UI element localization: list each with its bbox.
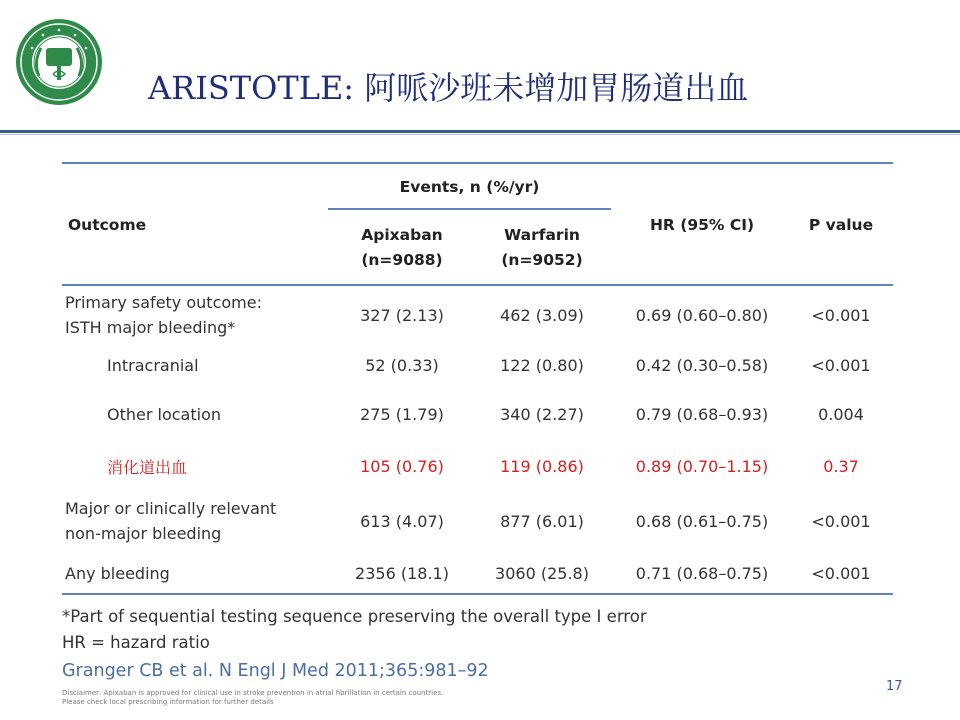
organization-logo: [15, 18, 103, 106]
header-apixaban: Apixaban (n=9088): [361, 226, 443, 269]
slide-title: ARISTOTLE: 阿哌沙班未增加胃肠道出血: [148, 69, 749, 107]
citation: Granger CB et al. N Engl J Med 2011;365:981–92: [62, 661, 489, 681]
row-hr: 0.69 (0.60–0.80): [635, 305, 769, 325]
disclaimer-line-2: Please check local prescribing information for further details: [62, 698, 274, 706]
row-warfarin: 3060 (25.8): [495, 563, 589, 583]
row-apixaban: 2356 (18.1): [355, 563, 449, 583]
row-apixaban-highlight: 105 (0.76): [360, 456, 444, 476]
row-p-value: <0.001: [811, 355, 871, 375]
row-apixaban: 275 (1.79): [360, 404, 444, 424]
row-p-value: 0.004: [818, 404, 864, 424]
row-p-value: <0.001: [811, 305, 871, 325]
page-number: 17: [886, 679, 903, 694]
footnote-testing: *Part of sequential testing sequence preserving the overall type I error: [62, 607, 647, 626]
header-hr: HR (95% CI): [649, 215, 755, 234]
row-warfarin: 122 (0.80): [500, 355, 584, 375]
row-apixaban: 52 (0.33): [365, 355, 439, 375]
header-p-value: P value: [808, 215, 874, 234]
header-bottom-rule: [62, 284, 893, 286]
row-warfarin: 340 (2.27): [500, 404, 584, 424]
row-hr: 0.68 (0.61–0.75): [635, 511, 769, 531]
row-apixaban: 327 (2.13): [360, 305, 444, 325]
row-outcome: Any bleeding: [65, 563, 170, 583]
row-outcome: Other location: [107, 404, 221, 424]
table-bottom-rule: [62, 593, 893, 595]
row-hr-highlight: 0.89 (0.70–1.15): [635, 456, 769, 476]
row-hr: 0.71 (0.68–0.75): [635, 563, 769, 583]
row-p-value: <0.001: [811, 511, 871, 531]
row-hr: 0.42 (0.30–0.58): [635, 355, 769, 375]
table-top-rule: [62, 162, 893, 164]
footnote-hr: HR = hazard ratio: [62, 633, 210, 652]
row-apixaban: 613 (4.07): [360, 511, 444, 531]
row-outcome: Primary safety outcome: ISTH major bleeding*: [65, 293, 262, 337]
row-p-value: <0.001: [811, 563, 871, 583]
header-events: Events, n (%/yr): [399, 177, 540, 196]
row-outcome: Intracranial: [107, 355, 199, 375]
row-warfarin: 877 (6.01): [500, 511, 584, 531]
header-warfarin: Warfarin (n=9052): [501, 226, 583, 269]
events-header-rule: [328, 208, 611, 210]
header-outcome: Outcome: [68, 215, 147, 234]
row-warfarin: 462 (3.09): [500, 305, 584, 325]
title-divider: [0, 130, 960, 133]
row-hr: 0.79 (0.68–0.93): [635, 404, 769, 424]
disclaimer-line-1: Disclaimer: Apixaban is approved for clinical use in stroke prevention in atrial fibrillation in certain countries.: [62, 689, 444, 697]
title-divider-light: [0, 134, 960, 135]
row-outcome: Major or clinically relevant non-major bleeding: [65, 499, 277, 543]
row-p-value-highlight: 0.37: [823, 456, 859, 476]
row-outcome-highlight: 消化道出血: [107, 457, 188, 477]
row-warfarin-highlight: 119 (0.86): [500, 456, 584, 476]
